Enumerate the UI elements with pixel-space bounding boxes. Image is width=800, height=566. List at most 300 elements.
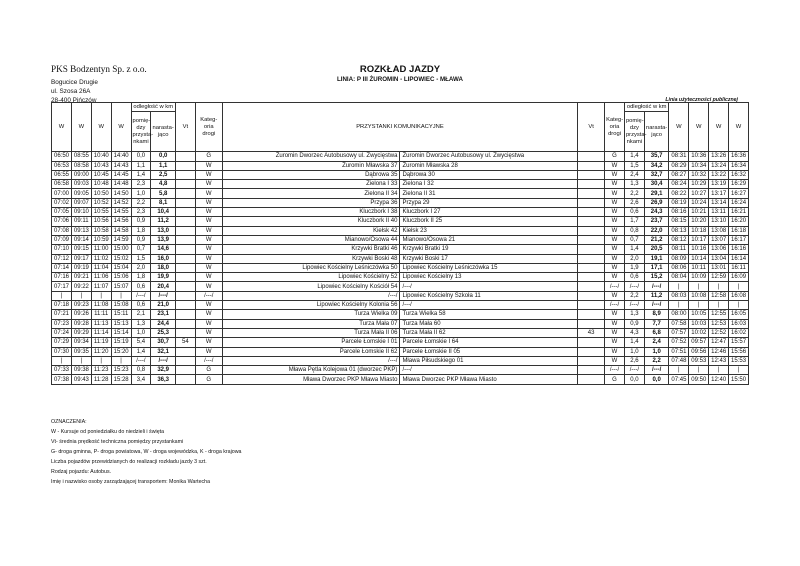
arrival-time-cell: 09:53 bbox=[689, 356, 709, 365]
departure-time-cell: 15:02 bbox=[111, 254, 131, 263]
distance-between-cell: /---/ bbox=[624, 301, 644, 310]
departure-time-cell: 14:55 bbox=[111, 208, 131, 217]
road-category-cell: W bbox=[195, 208, 222, 217]
stop-name-cell: Mława Pętla Kolejowa 01 (dworzec PKP) bbox=[222, 366, 400, 375]
departure-time-cell: 15:19 bbox=[111, 338, 131, 347]
road-category-cell: /---/ bbox=[605, 301, 625, 310]
stop-name-cell: Kluczbork II 40 bbox=[222, 217, 400, 226]
distance-between-cell: 0,8 bbox=[131, 366, 151, 375]
departure-time-cell: 10:43 bbox=[91, 161, 111, 170]
legend-title: OZNACZENIA: bbox=[51, 419, 87, 425]
col-vt-right: Vt bbox=[578, 103, 605, 152]
stop-name-cell: Kiełsk 42 bbox=[222, 226, 400, 235]
stop-name-cell: Mianowo/Osowa 44 bbox=[222, 235, 400, 244]
distance-between-cell: /---/ bbox=[131, 356, 151, 365]
speed-cell bbox=[578, 170, 605, 179]
departure-time-cell: 09:05 bbox=[71, 189, 91, 198]
departure-time-cell: 09:17 bbox=[71, 254, 91, 263]
road-category-cell: W bbox=[195, 319, 222, 328]
departure-time-cell: 07:21 bbox=[52, 310, 72, 319]
table-row bbox=[52, 338, 749, 347]
legend-w: W - Kursuje od poniedziałku do niedzieli i święta bbox=[51, 429, 165, 435]
distance-between-cell: 0,6 bbox=[624, 273, 644, 282]
distance-between-cell: 0,7 bbox=[131, 245, 151, 254]
road-category-cell: W bbox=[605, 273, 625, 282]
distance-cumulative-cell: 1,0 bbox=[644, 347, 669, 356]
public-line-note: Linia użyteczności publicznej bbox=[665, 97, 738, 103]
distance-cumulative-cell: 1,1 bbox=[151, 161, 176, 170]
departure-time-cell: | bbox=[91, 356, 111, 365]
stop-name-cell: Kluczbork II 25 bbox=[400, 217, 578, 226]
departure-time-cell: 07:38 bbox=[52, 375, 72, 384]
stop-name-cell: Lipowiec Kościelny Szkoła 11 bbox=[400, 291, 578, 300]
departure-time-cell: | bbox=[71, 291, 91, 300]
arrival-time-cell: 16:34 bbox=[729, 161, 749, 170]
departure-time-cell: 09:03 bbox=[71, 180, 91, 189]
arrival-time-cell: 13:17 bbox=[709, 189, 729, 198]
arrival-time-cell: 16:18 bbox=[729, 226, 749, 235]
departure-time-cell: 11:13 bbox=[91, 319, 111, 328]
arrival-time-cell: 16:05 bbox=[729, 310, 749, 319]
departure-time-cell: 15:23 bbox=[111, 366, 131, 375]
road-category-cell: W bbox=[605, 161, 625, 170]
distance-between-cell: 1,8 bbox=[131, 226, 151, 235]
speed-cell bbox=[175, 208, 195, 217]
stop-name-cell: Turza Mała II 06 bbox=[222, 328, 400, 337]
line-name: LINIA: P III ŻUROMIN - LIPOWIEC - MŁAWA bbox=[336, 76, 464, 83]
departure-time-cell: 14:43 bbox=[111, 161, 131, 170]
stop-name-cell: Turza Mała 60 bbox=[400, 319, 578, 328]
speed-cell bbox=[175, 375, 195, 384]
departure-time-cell: 14:52 bbox=[111, 198, 131, 207]
departure-time-cell: 15:11 bbox=[111, 310, 131, 319]
col-distance-group: odległość w km bbox=[131, 103, 175, 112]
road-category-cell: G bbox=[195, 375, 222, 384]
arrival-time-cell: 12:53 bbox=[709, 319, 729, 328]
arrival-time-cell: 10:16 bbox=[689, 245, 709, 254]
distance-between-cell: 0,9 bbox=[131, 217, 151, 226]
distance-between-cell: 4,3 bbox=[624, 328, 644, 337]
distance-cumulative-cell: 10,4 bbox=[151, 208, 176, 217]
arrival-time-cell: 10:27 bbox=[689, 189, 709, 198]
arrival-time-cell: | bbox=[669, 282, 689, 291]
distance-cumulative-cell: 29,1 bbox=[644, 189, 669, 198]
arrival-time-cell: 10:14 bbox=[689, 254, 709, 263]
departure-time-cell: 07:23 bbox=[52, 319, 72, 328]
departure-time-cell: 14:56 bbox=[111, 217, 131, 226]
arrival-time-cell: 10:17 bbox=[689, 235, 709, 244]
stop-name-cell: Krzywki Boski 48 bbox=[222, 254, 400, 263]
road-category-cell: W bbox=[605, 226, 625, 235]
distance-cumulative-cell: 2,5 bbox=[151, 170, 176, 179]
stop-name-cell: /---/ bbox=[222, 291, 400, 300]
arrival-time-cell: 08:09 bbox=[669, 254, 689, 263]
distance-cumulative-cell: 25,3 bbox=[151, 328, 176, 337]
distance-between-cell: 1,3 bbox=[624, 310, 644, 319]
distance-between-cell: 0,0 bbox=[624, 375, 644, 384]
road-category-cell: W bbox=[605, 254, 625, 263]
col-w-5: W bbox=[669, 103, 689, 152]
arrival-time-cell: | bbox=[689, 366, 709, 375]
road-category-cell: W bbox=[605, 189, 625, 198]
stop-name-cell: Lipowiec Kościelny Leśniczówka 50 bbox=[222, 263, 400, 272]
departure-time-cell: 07:02 bbox=[52, 198, 72, 207]
departure-time-cell: 07:17 bbox=[52, 282, 72, 291]
speed-cell bbox=[578, 319, 605, 328]
col-category-right: Kateg-oria drogi bbox=[605, 103, 625, 152]
arrival-time-cell: 16:08 bbox=[729, 291, 749, 300]
distance-cumulative-cell: 11,2 bbox=[644, 291, 669, 300]
arrival-time-cell: 13:10 bbox=[709, 217, 729, 226]
arrival-time-cell: 07:52 bbox=[669, 338, 689, 347]
distance-cumulative-cell: 22,0 bbox=[644, 226, 669, 235]
distance-between-cell: 2,6 bbox=[624, 198, 644, 207]
arrival-time-cell: 13:22 bbox=[709, 170, 729, 179]
speed-cell bbox=[578, 282, 605, 291]
road-category-cell: G bbox=[195, 366, 222, 375]
distance-cumulative-cell: 35,7 bbox=[644, 152, 669, 161]
road-category-cell: G bbox=[195, 152, 222, 161]
table-row bbox=[52, 291, 749, 300]
departure-time-cell: 15:13 bbox=[111, 319, 131, 328]
distance-cumulative-cell: 8,1 bbox=[151, 198, 176, 207]
road-category-cell: W bbox=[195, 301, 222, 310]
distance-between-cell: 2,0 bbox=[624, 254, 644, 263]
road-category-cell: W bbox=[195, 347, 222, 356]
arrival-time-cell: 13:19 bbox=[709, 180, 729, 189]
departure-time-cell: 09:26 bbox=[71, 310, 91, 319]
distance-cumulative-cell: 23,7 bbox=[644, 217, 669, 226]
distance-cumulative-cell: 7,7 bbox=[644, 319, 669, 328]
speed-cell bbox=[578, 254, 605, 263]
departure-time-cell: 10:40 bbox=[91, 152, 111, 161]
distance-cumulative-cell: 0,0 bbox=[151, 152, 176, 161]
distance-between-cell: 2,2 bbox=[624, 189, 644, 198]
arrival-time-cell: 07:57 bbox=[669, 328, 689, 337]
distance-cumulative-cell: 21,2 bbox=[644, 235, 669, 244]
distance-cumulative-cell: 13,9 bbox=[151, 235, 176, 244]
road-category-cell: W bbox=[195, 217, 222, 226]
departure-time-cell: 07:14 bbox=[52, 263, 72, 272]
arrival-time-cell: 12:46 bbox=[709, 347, 729, 356]
arrival-time-cell: 10:34 bbox=[689, 161, 709, 170]
departure-time-cell: 09:00 bbox=[71, 170, 91, 179]
stop-name-cell: Dąbrowa 30 bbox=[400, 170, 578, 179]
distance-between-cell: /---/ bbox=[624, 282, 644, 291]
distance-between-cell: 0,0 bbox=[131, 152, 151, 161]
table-row bbox=[52, 356, 749, 365]
table-row bbox=[52, 263, 749, 272]
speed-cell bbox=[175, 217, 195, 226]
arrival-time-cell: | bbox=[669, 366, 689, 375]
departure-time-cell: 10:48 bbox=[91, 180, 111, 189]
arrival-time-cell: 16:36 bbox=[729, 152, 749, 161]
stop-name-cell: Mława Dworzec PKP Mława Miasto bbox=[222, 375, 400, 384]
departure-time-cell: 07:29 bbox=[52, 338, 72, 347]
departure-time-cell: 14:58 bbox=[111, 226, 131, 235]
arrival-time-cell: | bbox=[689, 301, 709, 310]
departure-time-cell: 11:23 bbox=[91, 366, 111, 375]
distance-between-cell: 2,2 bbox=[131, 198, 151, 207]
speed-cell bbox=[175, 161, 195, 170]
stop-name-cell: Parcele Łomskie II 62 bbox=[222, 347, 400, 356]
distance-cumulative-cell: 0,0 bbox=[644, 375, 669, 384]
distance-cumulative-cell: /---/ bbox=[644, 282, 669, 291]
arrival-time-cell: 13:26 bbox=[709, 152, 729, 161]
departure-time-cell: 11:08 bbox=[91, 301, 111, 310]
arrival-time-cell: 16:03 bbox=[729, 319, 749, 328]
stop-name-cell: /---/ bbox=[222, 356, 400, 365]
distance-between-cell: 1,4 bbox=[624, 245, 644, 254]
distance-cumulative-cell: /---/ bbox=[151, 356, 176, 365]
distance-between-cell: 1,4 bbox=[131, 170, 151, 179]
road-category-cell: W bbox=[195, 254, 222, 263]
arrival-time-cell: 12:40 bbox=[709, 375, 729, 384]
arrival-time-cell: 13:04 bbox=[709, 254, 729, 263]
road-category-cell: W bbox=[605, 170, 625, 179]
departure-time-cell: 14:40 bbox=[111, 152, 131, 161]
arrival-time-cell: 08:15 bbox=[669, 217, 689, 226]
stop-name-cell: Zielona I 33 bbox=[222, 180, 400, 189]
table-row bbox=[52, 328, 749, 337]
speed-cell bbox=[175, 319, 195, 328]
departure-time-cell: | bbox=[91, 291, 111, 300]
distance-between-cell: 2,2 bbox=[624, 291, 644, 300]
distance-cumulative-cell: 15,2 bbox=[644, 273, 669, 282]
road-category-cell: /---/ bbox=[605, 366, 625, 375]
speed-cell bbox=[578, 273, 605, 282]
speed-cell bbox=[175, 301, 195, 310]
departure-time-cell: 14:48 bbox=[111, 180, 131, 189]
col-vt: Vt bbox=[175, 103, 195, 152]
arrival-time-cell: 10:21 bbox=[689, 208, 709, 217]
distance-between-cell: 1,8 bbox=[131, 273, 151, 282]
speed-cell bbox=[578, 347, 605, 356]
stop-name-cell: Mława Piłsudskiego 01 bbox=[400, 356, 578, 365]
table-row bbox=[52, 226, 749, 235]
distance-cumulative-cell: 13,0 bbox=[151, 226, 176, 235]
distance-cumulative-cell: 34,2 bbox=[644, 161, 669, 170]
arrival-time-cell: 10:03 bbox=[689, 319, 709, 328]
speed-cell bbox=[578, 310, 605, 319]
col-category: Kateg-oria drogi bbox=[195, 103, 222, 152]
speed-cell bbox=[578, 356, 605, 365]
departure-time-cell: 09:21 bbox=[71, 273, 91, 282]
arrival-time-cell: | bbox=[729, 301, 749, 310]
departure-time-cell: 15:08 bbox=[111, 301, 131, 310]
distance-cumulative-cell: 2,4 bbox=[644, 338, 669, 347]
speed-cell bbox=[578, 291, 605, 300]
departure-time-cell: 06:55 bbox=[52, 170, 72, 179]
departure-time-cell: 09:34 bbox=[71, 338, 91, 347]
arrival-time-cell: 08:03 bbox=[669, 291, 689, 300]
speed-cell bbox=[175, 310, 195, 319]
distance-between-cell: 0,9 bbox=[624, 319, 644, 328]
distance-between-cell: 5,4 bbox=[131, 338, 151, 347]
legend-vt: Vt- średnia prędkość techniczna pomiędzy przystankami bbox=[51, 439, 184, 445]
arrival-time-cell: 10:20 bbox=[689, 217, 709, 226]
arrival-time-cell: 13:11 bbox=[709, 208, 729, 217]
speed-cell bbox=[578, 301, 605, 310]
stop-name-cell: Turza Wielka 58 bbox=[400, 310, 578, 319]
stop-name-cell: Turza Wielka 09 bbox=[222, 310, 400, 319]
stop-name-cell: Kluczbork I 27 bbox=[400, 208, 578, 217]
speed-cell bbox=[175, 152, 195, 161]
departure-time-cell: 10:59 bbox=[91, 235, 111, 244]
distance-cumulative-cell: 36,3 bbox=[151, 375, 176, 384]
table-row bbox=[52, 170, 749, 179]
arrival-time-cell: | bbox=[729, 282, 749, 291]
table-row bbox=[52, 319, 749, 328]
departure-time-cell: | bbox=[111, 356, 131, 365]
distance-cumulative-cell: 5,8 bbox=[151, 189, 176, 198]
speed-cell bbox=[175, 235, 195, 244]
distance-between-cell: 1,4 bbox=[624, 152, 644, 161]
stop-name-cell: Przypa 36 bbox=[222, 198, 400, 207]
col-w-6: W bbox=[689, 103, 709, 152]
col-cumulative: narasta-jąco bbox=[151, 112, 176, 152]
stop-name-cell: Mława Dworzec PKP Mława Miasto bbox=[400, 375, 578, 384]
stop-name-cell: Żuromin Mławska 37 bbox=[222, 161, 400, 170]
distance-cumulative-cell: 23,1 bbox=[151, 310, 176, 319]
departure-time-cell: 15:20 bbox=[111, 347, 131, 356]
table-row bbox=[52, 347, 749, 356]
distance-cumulative-cell: /---/ bbox=[644, 366, 669, 375]
distance-between-cell: 0,6 bbox=[131, 282, 151, 291]
arrival-time-cell: 16:17 bbox=[729, 235, 749, 244]
distance-cumulative-cell: 20,5 bbox=[644, 245, 669, 254]
col-w-2: W bbox=[71, 103, 91, 152]
departure-time-cell: 10:52 bbox=[91, 198, 111, 207]
departure-time-cell: 10:50 bbox=[91, 189, 111, 198]
arrival-time-cell: 10:36 bbox=[689, 152, 709, 161]
speed-cell bbox=[175, 356, 195, 365]
arrival-time-cell: | bbox=[689, 282, 709, 291]
stop-name-cell: Parcele Łomskie I 01 bbox=[222, 338, 400, 347]
departure-time-cell: 06:58 bbox=[52, 180, 72, 189]
arrival-time-cell: 16:27 bbox=[729, 189, 749, 198]
table-row bbox=[52, 245, 749, 254]
speed-cell bbox=[578, 263, 605, 272]
departure-time-cell: 11:19 bbox=[91, 338, 111, 347]
road-category-cell: G bbox=[605, 152, 625, 161]
departure-time-cell: 07:09 bbox=[52, 235, 72, 244]
departure-time-cell: 14:59 bbox=[111, 235, 131, 244]
speed-cell bbox=[578, 235, 605, 244]
departure-time-cell: 09:23 bbox=[71, 301, 91, 310]
arrival-time-cell: 12:52 bbox=[709, 328, 729, 337]
stop-name-cell: Zielona I 32 bbox=[400, 180, 578, 189]
table-row bbox=[52, 180, 749, 189]
distance-cumulative-cell: 24,4 bbox=[151, 319, 176, 328]
distance-cumulative-cell: 30,4 bbox=[644, 180, 669, 189]
distance-between-cell: 0,8 bbox=[624, 226, 644, 235]
arrival-time-cell: 08:16 bbox=[669, 208, 689, 217]
departure-time-cell: 11:20 bbox=[91, 347, 111, 356]
table-row bbox=[52, 282, 749, 291]
arrival-time-cell: 10:11 bbox=[689, 263, 709, 272]
arrival-time-cell: | bbox=[729, 366, 749, 375]
road-category-cell: W bbox=[195, 198, 222, 207]
arrival-time-cell: 13:06 bbox=[709, 245, 729, 254]
arrival-time-cell: 07:48 bbox=[669, 356, 689, 365]
vehicle-count: Liczba pojazdów przewidzianych do realizacji rozkładu jazdy 3 szt. bbox=[51, 459, 207, 465]
address-line-2: ul. Szosa 26A bbox=[51, 88, 91, 95]
stop-name-cell: Mianowo/Osowa 21 bbox=[400, 235, 578, 244]
departure-time-cell: 07:00 bbox=[52, 189, 72, 198]
stop-name-cell: /---/ bbox=[400, 366, 578, 375]
table-row bbox=[52, 254, 749, 263]
distance-between-cell: 2,1 bbox=[131, 310, 151, 319]
road-category-cell: W bbox=[605, 328, 625, 337]
distance-cumulative-cell: 32,9 bbox=[151, 366, 176, 375]
speed-cell bbox=[175, 282, 195, 291]
speed-cell bbox=[175, 226, 195, 235]
distance-between-cell: 0,7 bbox=[624, 235, 644, 244]
arrival-time-cell: 13:14 bbox=[709, 198, 729, 207]
stop-name-cell: Parcele Łomskie II 05 bbox=[400, 347, 578, 356]
departure-time-cell: 09:38 bbox=[71, 366, 91, 375]
arrival-time-cell: 08:27 bbox=[669, 170, 689, 179]
road-category-cell: W bbox=[605, 319, 625, 328]
distance-between-cell: 2,3 bbox=[131, 208, 151, 217]
arrival-time-cell: 10:02 bbox=[689, 328, 709, 337]
distance-cumulative-cell: /---/ bbox=[644, 301, 669, 310]
departure-time-cell: 10:56 bbox=[91, 217, 111, 226]
table-row bbox=[52, 208, 749, 217]
distance-cumulative-cell: 32,1 bbox=[151, 347, 176, 356]
speed-cell bbox=[175, 366, 195, 375]
stop-name-cell: Turza Mała II 62 bbox=[400, 328, 578, 337]
departure-time-cell: 06:53 bbox=[52, 161, 72, 170]
departure-time-cell: 07:12 bbox=[52, 254, 72, 263]
arrival-time-cell: 10:05 bbox=[689, 310, 709, 319]
departure-time-cell: 11:14 bbox=[91, 328, 111, 337]
distance-between-cell: 2,4 bbox=[624, 170, 644, 179]
stop-name-cell: Lipowiec Kościelny Leśniczówka 15 bbox=[400, 263, 578, 272]
stop-name-cell: Lipowiec Kościelny 13 bbox=[400, 273, 578, 282]
col-w-7: W bbox=[709, 103, 729, 152]
arrival-time-cell: 12:55 bbox=[709, 310, 729, 319]
arrival-time-cell: 13:08 bbox=[709, 226, 729, 235]
speed-cell bbox=[175, 273, 195, 282]
departure-time-cell: 07:16 bbox=[52, 273, 72, 282]
arrival-time-cell: 09:57 bbox=[689, 338, 709, 347]
distance-between-cell: 0,6 bbox=[624, 208, 644, 217]
departure-time-cell: 07:05 bbox=[52, 208, 72, 217]
distance-cumulative-cell: 6,8 bbox=[644, 328, 669, 337]
stop-name-cell: Krzywki Bratki 19 bbox=[400, 245, 578, 254]
arrival-time-cell: 16:21 bbox=[729, 208, 749, 217]
arrival-time-cell: | bbox=[709, 301, 729, 310]
road-category-cell: G bbox=[605, 375, 625, 384]
departure-time-cell: 07:33 bbox=[52, 366, 72, 375]
arrival-time-cell: 08:13 bbox=[669, 226, 689, 235]
departure-time-cell: 09:10 bbox=[71, 208, 91, 217]
col-w-8: W bbox=[729, 103, 749, 152]
road-category-cell: W bbox=[605, 310, 625, 319]
speed-cell bbox=[578, 375, 605, 384]
road-category-cell: W bbox=[605, 217, 625, 226]
distance-cumulative-cell: 2,2 bbox=[644, 356, 669, 365]
distance-between-cell: 1,3 bbox=[131, 319, 151, 328]
departure-time-cell: 10:55 bbox=[91, 208, 111, 217]
speed-cell bbox=[578, 366, 605, 375]
arrival-time-cell: 08:29 bbox=[669, 161, 689, 170]
stop-name-cell: Lipowiec Kościelny Kolonia 56 bbox=[222, 301, 400, 310]
road-category-cell: W bbox=[195, 180, 222, 189]
arrival-time-cell: 08:31 bbox=[669, 152, 689, 161]
